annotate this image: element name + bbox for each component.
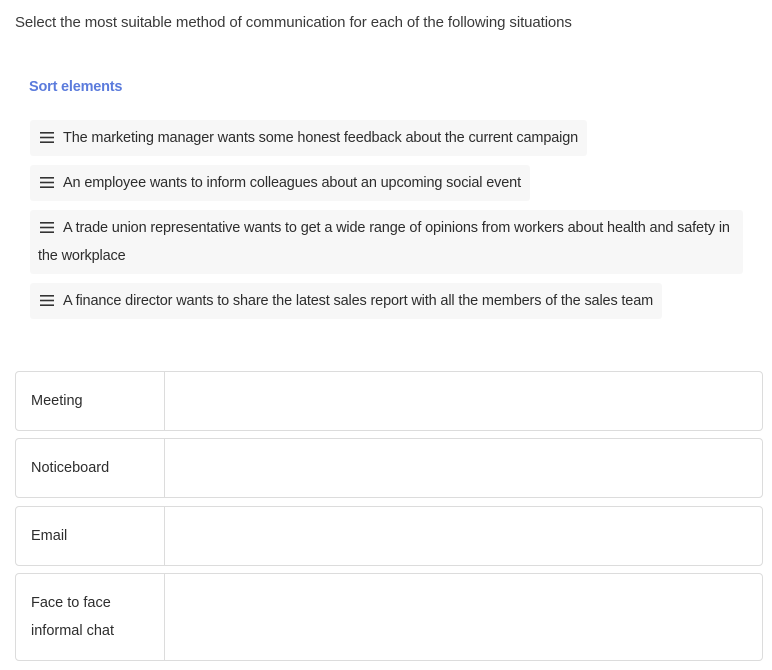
category-row-noticeboard: [15, 438, 763, 498]
category-row-meeting: [15, 371, 763, 431]
sortable-item[interactable]: [30, 120, 587, 156]
sort-elements-heading: Sort elements: [29, 79, 123, 95]
category-label-line: Face to face: [31, 595, 111, 611]
category-row-face-to-face: [15, 573, 763, 661]
drop-zone-face-to-face[interactable]: [165, 574, 762, 660]
category-row-email: [15, 506, 763, 566]
sortable-list: [30, 120, 744, 328]
sortable-item[interactable]: [30, 165, 530, 201]
drag-handle-icon: [40, 295, 54, 306]
question-text: Select the most suitable method of communication for each of the following situations: [15, 14, 572, 31]
sortable-item-text: A finance director wants to share the latest sales report with all the members of the sales team: [63, 293, 654, 309]
drag-handle-icon: [40, 222, 54, 233]
category-label: Email: [16, 507, 165, 565]
category-label-line: informal chat: [31, 623, 115, 639]
sortable-item[interactable]: [30, 210, 743, 274]
sortable-item[interactable]: [30, 283, 662, 319]
drop-zone-email[interactable]: [165, 507, 762, 565]
drag-handle-icon: [40, 177, 54, 188]
sortable-item-text: An employee wants to inform colleagues about an upcoming social event: [63, 175, 521, 191]
drop-zone-meeting[interactable]: [165, 372, 762, 430]
drop-zone-noticeboard[interactable]: [165, 439, 762, 497]
sortable-item-text: The marketing manager wants some honest feedback about the current campaign: [63, 130, 579, 146]
category-label: Meeting: [16, 372, 165, 430]
category-label: [16, 574, 165, 660]
drag-handle-icon: [40, 132, 54, 143]
sortable-item-text: A trade union representative wants to get a wide range of opinions from workers about health and safety in the workplace: [38, 220, 730, 264]
category-label: Noticeboard: [16, 439, 165, 497]
